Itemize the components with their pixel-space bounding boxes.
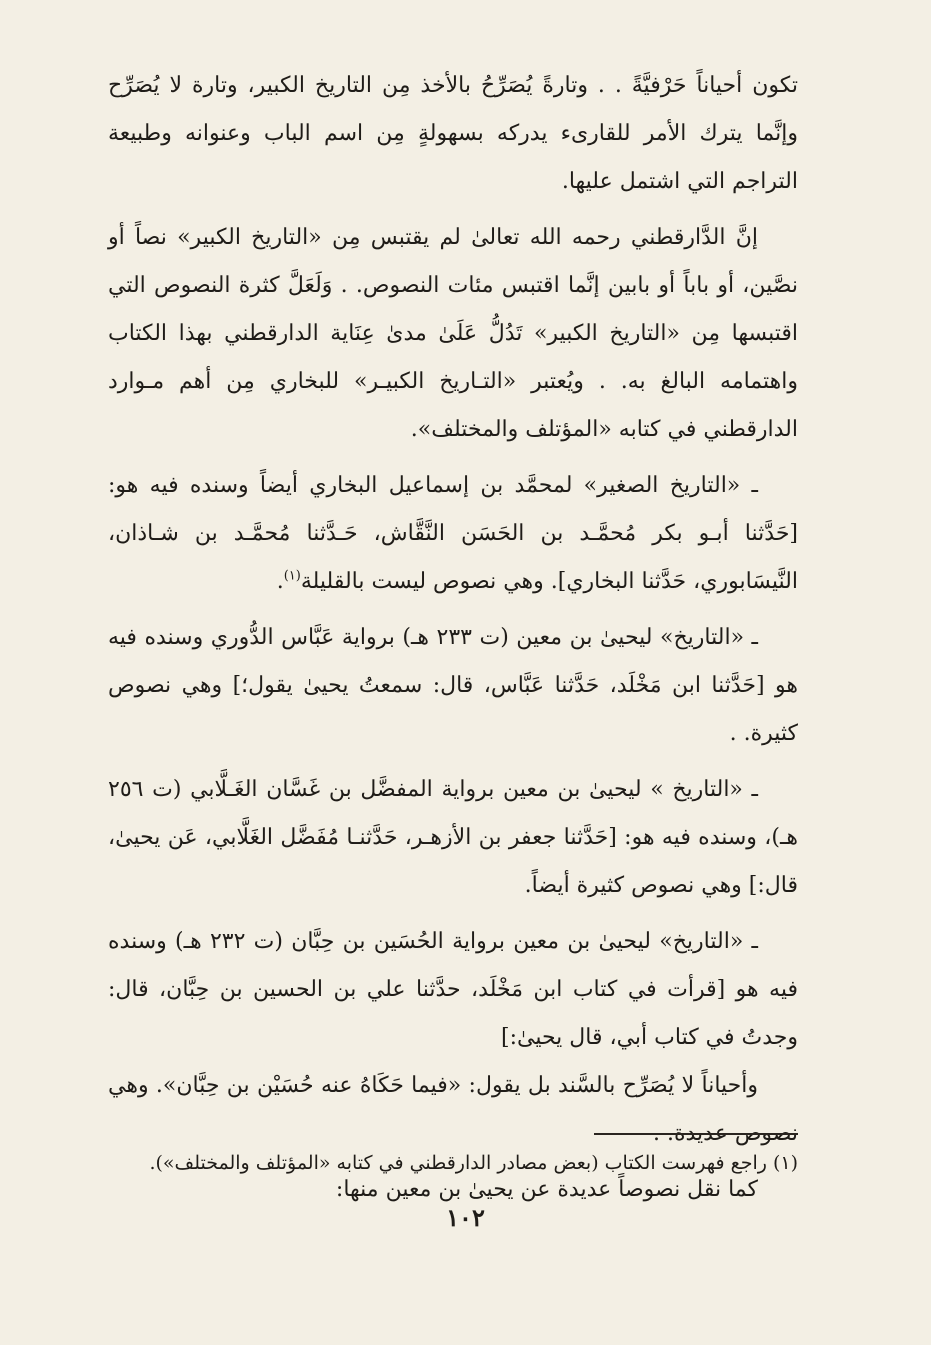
paragraph-tarikh-hibban: ـ «التاريخ» ليحيىٰ بن معين برواية الحُسَين بن حِبَّان (ت ٢٣٢ هـ) وسنده فيه هو [قرأت في كتاب ابن مَخْلَد، حدَّثنا علي بن الحسين بن حِبَّان، قال: وجدتُ في كتاب أبي، قال يحيىٰ:] (108, 929, 798, 1050)
page-number: ١٠٢ (446, 1203, 485, 1232)
paragraph-tarikh-saghir: ـ «التاريخ الصغير» لمحمَّد بن إسماعيل البخاري أيضاً وسنده فيه هو: [حَدَّثنا أبـو بكر مُحمَّـد بن الحَسَن النَّقَّاش، حَـدَّثنا مُحمَّـد بن شـاذان، النَّيسَابوري، حَدَّثنا البخاري]. وهي نصوص ليست بالقليلة$^{(١)}$. (108, 473, 798, 594)
paragraph-daraqutni: إنَّ الدَّارقطني رحمه الله تعالىٰ لم يقتبس مِن «التاريخ الكبير» نصاً أو نصَّين، أو باباً أو بابين إنَّما اقتبس مئات النصوص. . وَلَعَلَّ كثرة النصوص التي اقتبسها مِن «التاريخ الكبير» تَدُلُّ عَلَىٰ مدىٰ عِنَاية الدارقطني بهذا الكتاب واهتمامه البالغ به. . ويُعتبر «التـاريخ الكبيـر» للبخاري مِن أهم مـوارد الدارقطني في كتابه «المؤتلف والمختلف». (108, 225, 798, 442)
body-text (108, 62, 798, 1214)
footnote: (١) راجع فهرست الكتاب (بعض مصادر الدارقطني في كتابه «المؤتلف والمختلف»). (149, 1152, 798, 1174)
paragraph-intro: تكون أحياناً حَرْفيَّةً . . وتارةً يُصَرِّحُ بالأخذ مِن التاريخ الكبير، وتارة لا يُصَرِّح وإنَّما يترك الأمر للقارىء يدركه بسهولةٍ مِن اسم الباب وعنوانه وطبيعة التراجم التي اشتمل عليها. (108, 73, 798, 194)
paragraph-kama-naqal: كما نقل نصوصاً عديدة عن يحيىٰ بن معين منها: (335, 1177, 758, 1202)
paragraph-ahyanan: وأحياناً لا يُصَرِّح بالسَّند بل يقول: «فيما حَكَاهُ عنه حُسَيْن بن حِبَّان». وهي نصوص عديدة. . (108, 1073, 798, 1146)
footnote-divider (594, 1133, 798, 1135)
paragraph-tarikh-duri: ـ «التاريخ» ليحيىٰ بن معين (ت ٢٣٣ هـ) برواية عَبَّاس الدُّوري وسنده فيه هو [حَدَّثنا ابن مَخْلَد، حَدَّثنا عَبَّاس، قال: سمعتُ يحيىٰ يقول؛] وهي نصوص كثيرة. . (108, 625, 798, 746)
footnote-ref: (١) (283, 568, 301, 584)
paragraph-tarikh-ghallabi: ـ «التاريخ » ليحيىٰ بن معين برواية المفضَّل بن غَسَّان الغَـلَّابي (ت ٢٥٦ هـ)، وسنده فيه هو: [حَدَّثنا جعفر بن الأزهـر، حَدَّثنـا مُفَضَّل الغَلَّابي، عَن يحيىٰ، قال:] وهي نصوص كثيرة أيضاً. (108, 777, 798, 898)
paragraph-tarikh-saghir-text: ـ «التاريخ الصغير» لمحمَّد بن إسماعيل البخاري أيضاً وسنده فيه هو: [حَدَّثنا أبـو بكر مُحمَّـد بن الحَسَن النَّقَّاش، حَـدَّثنا مُحمَّـد بن شـاذان، النَّيسَابوري، حَدَّثنا البخاري]. وهي نصوص ليست بالقليلة (108, 473, 798, 594)
